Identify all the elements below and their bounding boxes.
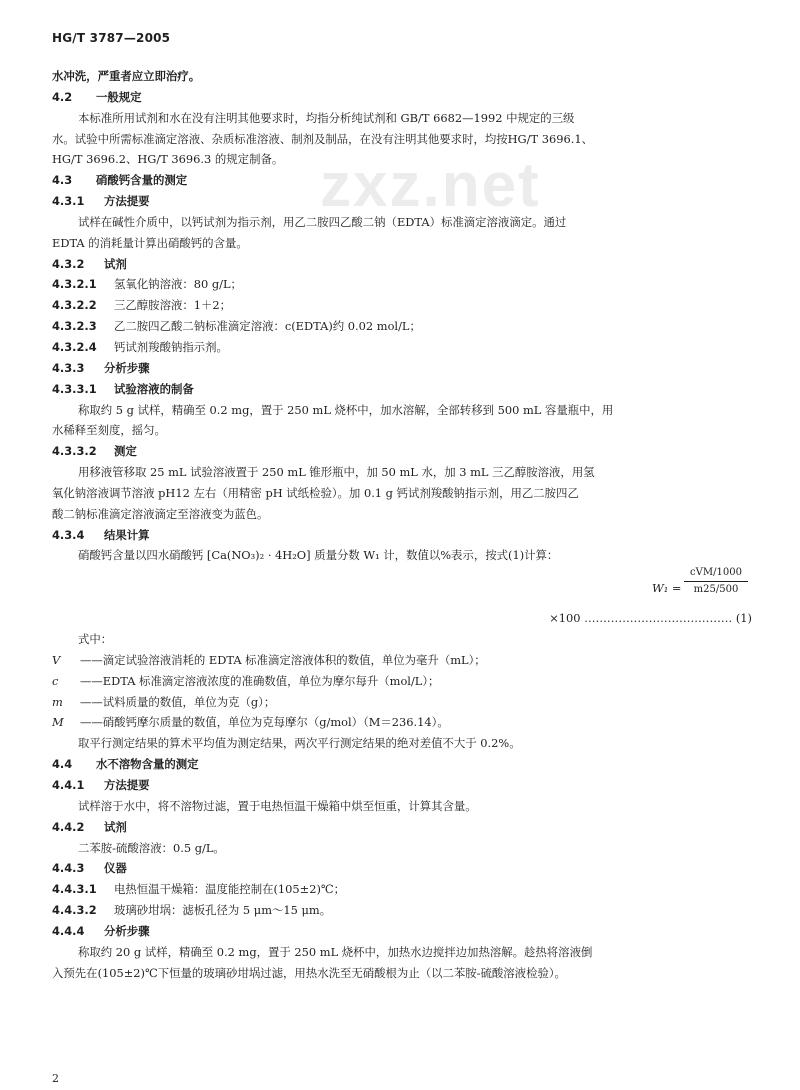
section-number: 4.2 [52, 89, 73, 104]
section-heading-4-3-3-2 [52, 441, 752, 462]
watermark: zxz.net [320, 151, 541, 220]
item-text: 电热恒温干燥箱：温度能控制在(105±2)℃； [114, 882, 346, 897]
item-number: 4.3.2.1 [52, 277, 97, 292]
section-title: 一般规定 [96, 89, 142, 104]
item-text: 氢氧化钠溶液：80 g/L； [114, 277, 242, 292]
document-body [52, 66, 752, 983]
paragraph-line: 硝酸钙含量以四水硝酸钙 [Ca(NO₃)₂ · 4H₂O] 质量分数 W₁ 计，数值以%表示，按式(1)计算： [78, 548, 559, 563]
section-number: 4.3.3.2 [52, 444, 97, 459]
section-heading-4-3-1 [52, 191, 752, 212]
section-heading-4-4 [52, 754, 752, 775]
formula-numerator: cVM/1000 [690, 567, 742, 579]
section-title: 试剂 [104, 819, 127, 834]
formula-fraction [684, 566, 748, 597]
section-heading-4-3 [52, 170, 752, 191]
section-title: 结果计算 [104, 527, 150, 542]
paragraph-line: 氧化钠溶液调节溶液 pH12 左右（用精密 pH 试纸检验）。加 0.1 g 钙试剂羧酸钠指示剂，用乙二胺四乙 [52, 485, 579, 500]
formula-1 [52, 566, 752, 608]
reagent-item [52, 295, 752, 316]
section-number: 4.4 [52, 757, 73, 772]
paragraph-line: 用移液管移取 25 mL 试验溶液置于 250 mL 锥形瓶中，加 50 mL 水，加 3 mL 三乙醇胺溶液，用氢 [78, 465, 595, 480]
section-title: 仪器 [104, 861, 127, 876]
apparatus-item [52, 879, 752, 900]
formula-lhs: W₁ = [652, 581, 682, 596]
section-number: 4.3.4 [52, 527, 85, 542]
variable-text: ——硝酸钙摩尔质量的数值，单位为克每摩尔（g/mol）（M＝236.14）。 [80, 715, 449, 730]
item-text: 玻璃砂坩埚：滤板孔径为 5 μm～15 μm。 [114, 903, 332, 918]
variable-symbol: V [52, 652, 61, 667]
formula-tail: ×100 ………………………………… (1) [549, 611, 752, 626]
section-title: 试验溶液的制备 [114, 381, 194, 396]
section-title: 水不溶物含量的测定 [96, 757, 199, 772]
section-title: 硝酸钙含量的测定 [96, 173, 188, 188]
reagent-item [52, 316, 752, 337]
paragraph-line: 本标准所用试剂和水在没有注明其他要求时，均指分析纯试剂和 GB/T 6682—1992 中规定的三级 [78, 110, 575, 125]
section-number: 4.4.1 [52, 778, 85, 792]
variable-symbol: c [52, 673, 59, 688]
page-number: 2 [52, 1072, 59, 1085]
formula-denominator: m25/500 [693, 584, 739, 596]
where-label: 式中： [78, 632, 113, 647]
section-title: 方法提要 [104, 194, 150, 209]
variable-definition [52, 671, 752, 692]
section-heading-4-4-1 [52, 775, 752, 796]
section-heading-4-3-2 [52, 254, 752, 275]
paragraph-line: EDTA 的消耗量计算出硝酸钙的含量。 [52, 235, 248, 250]
reagent-item [52, 274, 752, 295]
section-number: 4.3 [52, 173, 73, 188]
section-title: 试剂 [104, 256, 127, 271]
item-text: 三乙醇胺溶液：1＋2； [114, 298, 232, 313]
variable-definition [52, 650, 752, 671]
item-number: 4.3.2.4 [52, 339, 97, 354]
variable-symbol: M [52, 715, 64, 730]
paragraph-line: 称取约 5 g 试样，精确至 0.2 mg，置于 250 mL 烧杯中，加水溶解，全部转移到 500 mL 容量瓶中，用 [78, 402, 614, 417]
paragraph-line: 称取约 20 g 试样，精确至 0.2 mg，置于 250 mL 烧杯中，加热水边搅拌边加热溶解。趁热将溶液倒 [78, 944, 593, 959]
paragraph-line: HG/T 3696.2、HG/T 3696.3 的规定制备。 [52, 152, 284, 167]
variable-text: ——EDTA 标准滴定溶液浓度的准确数值，单位为摩尔每升（mol/L）； [80, 673, 440, 688]
item-number: 4.3.2.2 [52, 298, 97, 313]
section-title: 测定 [114, 444, 137, 459]
paragraph-line: 二苯胺-硫酸溶液：0.5 g/L。 [78, 840, 225, 855]
section-title: 分析步骤 [104, 923, 150, 938]
section-heading-4-4-3 [52, 858, 752, 879]
section-number: 4.4.4 [52, 923, 85, 938]
variable-definition [52, 692, 752, 713]
paragraph-line: 入预先在(105±2)℃下恒量的玻璃砂坩埚过滤，用热水洗至无硝酸根为止（以二苯胺-硫酸溶液检验）。 [52, 965, 566, 980]
apparatus-item [52, 900, 752, 921]
variable-text: ——试料质量的数值，单位为克（g）； [80, 694, 276, 709]
text-line: 水冲洗，严重者应立即治疗。 [52, 69, 201, 83]
section-number: 4.4.2 [52, 819, 85, 834]
variable-symbol: m [52, 694, 63, 709]
paragraph-line: 水。试验中所需标准滴定溶液、杂质标准溶液、制剂及制品，在没有注明其他要求时，均按HG/T 3696.1、 [52, 131, 593, 146]
section-heading-4-3-3 [52, 358, 752, 379]
section-title: 分析步骤 [104, 360, 150, 375]
section-title: 方法提要 [104, 778, 150, 792]
paragraph-line: 试样在碱性介质中，以钙试剂为指示剂，用乙二胺四乙酸二钠（EDTA）标准滴定溶液滴定。通过 [78, 214, 567, 229]
section-heading-4-4-2 [52, 817, 752, 838]
section-number: 4.3.3.1 [52, 381, 97, 396]
item-number: 4.4.3.1 [52, 882, 97, 897]
section-number: 4.3.3 [52, 360, 85, 375]
item-number: 4.4.3.2 [52, 903, 97, 918]
variable-text: ——滴定试验溶液消耗的 EDTA 标准滴定溶液体积的数值，单位为毫升（mL）； [80, 652, 486, 667]
paragraph-line: 水稀释至刻度，摇匀。 [52, 423, 166, 438]
section-heading-4-3-4 [52, 525, 752, 546]
paragraph-line: 取平行测定结果的算术平均值为测定结果，两次平行测定结果的绝对差值不大于 0.2%。 [78, 736, 521, 751]
section-heading-4-4-4 [52, 921, 752, 942]
section-number: 4.3.2 [52, 256, 85, 271]
paragraph-line: 试样溶于水中，将不溶物过滤，置于电热恒温干燥箱中烘至恒重，计算其含量。 [78, 798, 477, 813]
formula-tail-line [52, 608, 752, 629]
item-text: 钙试剂羧酸钠指示剂。 [114, 339, 228, 354]
standard-code-header: HG/T 3787—2005 [52, 31, 171, 45]
variable-definition [52, 712, 752, 733]
item-text: 乙二胺四乙酸二钠标准滴定溶液：c(EDTA)约 0.02 mol/L； [114, 319, 421, 334]
paragraph-line: 酸二钠标准滴定溶液滴定至溶液变为蓝色。 [52, 506, 269, 521]
section-number: 4.4.3 [52, 861, 85, 876]
fraction-bar [684, 581, 748, 582]
item-number: 4.3.2.3 [52, 319, 97, 334]
section-heading-4-3-3-1 [52, 379, 752, 400]
section-heading-4-2 [52, 87, 752, 108]
reagent-item [52, 337, 752, 358]
section-number: 4.3.1 [52, 194, 85, 209]
